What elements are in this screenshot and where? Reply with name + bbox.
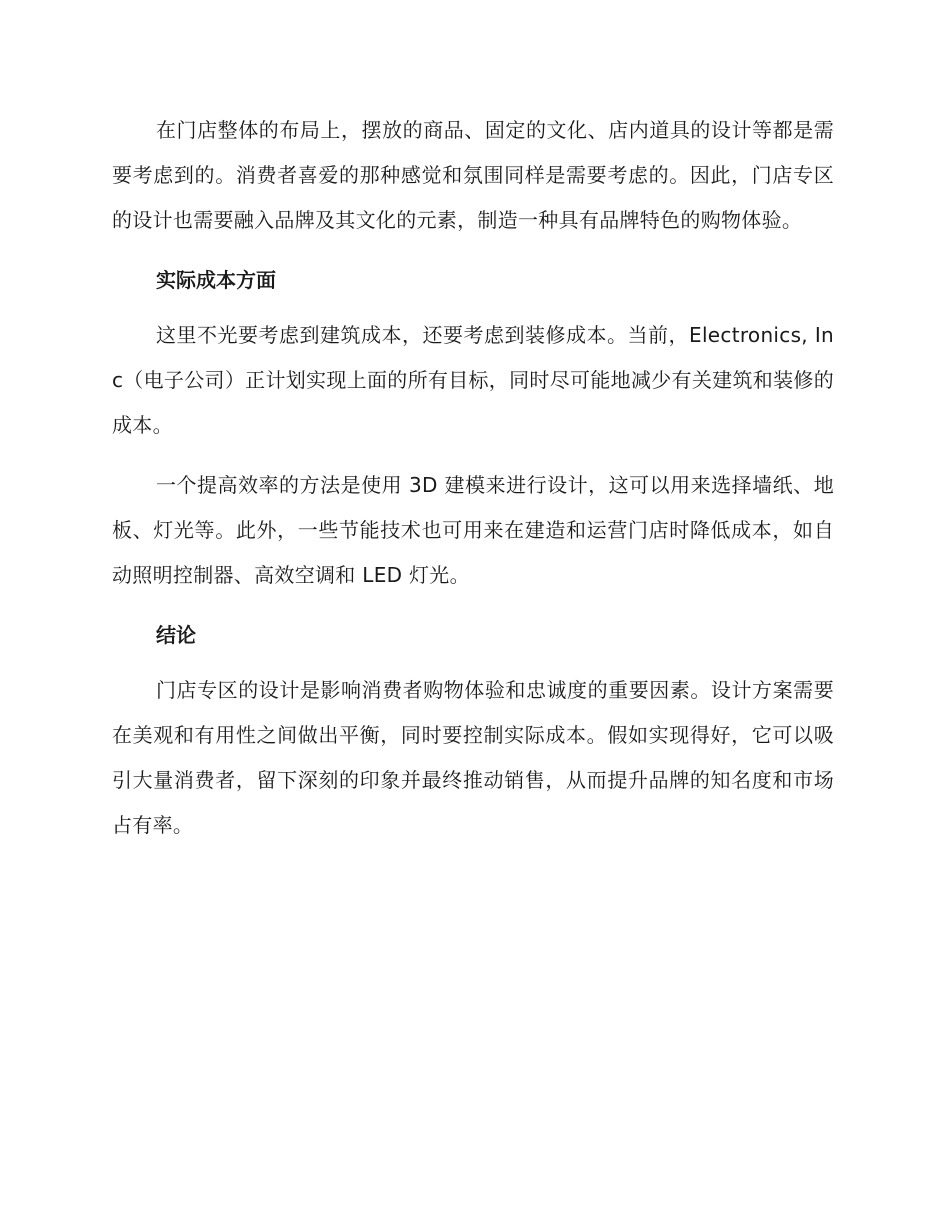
paragraph-construction-cost: 这里不光要考虑到建筑成本，还要考虑到装修成本。当前，Electronics, Inc（电子公司）正计划实现上面的所有目标，同时尽可能地减少有关建筑和装修的成本。 bbox=[112, 323, 834, 437]
heading-actual-cost: 实际成本方面 bbox=[156, 268, 276, 292]
document-page bbox=[112, 108, 834, 863]
paragraph-conclusion: 门店专区的设计是影响消费者购物体验和忠诚度的重要因素。设计方案需要在美观和有用性之间做出平衡，同时要控制实际成本。假如实现得好，它可以吸引大量消费者，留下深刻的印象并最终推动销售，从而提升品牌的知名度和市场占有率。 bbox=[112, 678, 834, 837]
paragraph-store-layout: 在门店整体的布局上，摆放的商品、固定的文化、店内道具的设计等都是需要考虑到的。消费者喜爱的那种感觉和氛围同样是需要考虑的。因此，门店专区的设计也需要融入品牌及其文化的元素，制造一种具有品牌特色的购物体验。 bbox=[112, 118, 834, 232]
paragraph-efficiency-methods: 一个提高效率的方法是使用 3D 建模来进行设计，这可以用来选择墙纸、地板、灯光等。此外，一些节能技术也可用来在建造和运营门店时降低成本，如自动照明控制器、高效空调和 LED 灯光。 bbox=[112, 473, 834, 587]
heading-conclusion: 结论 bbox=[156, 623, 196, 647]
